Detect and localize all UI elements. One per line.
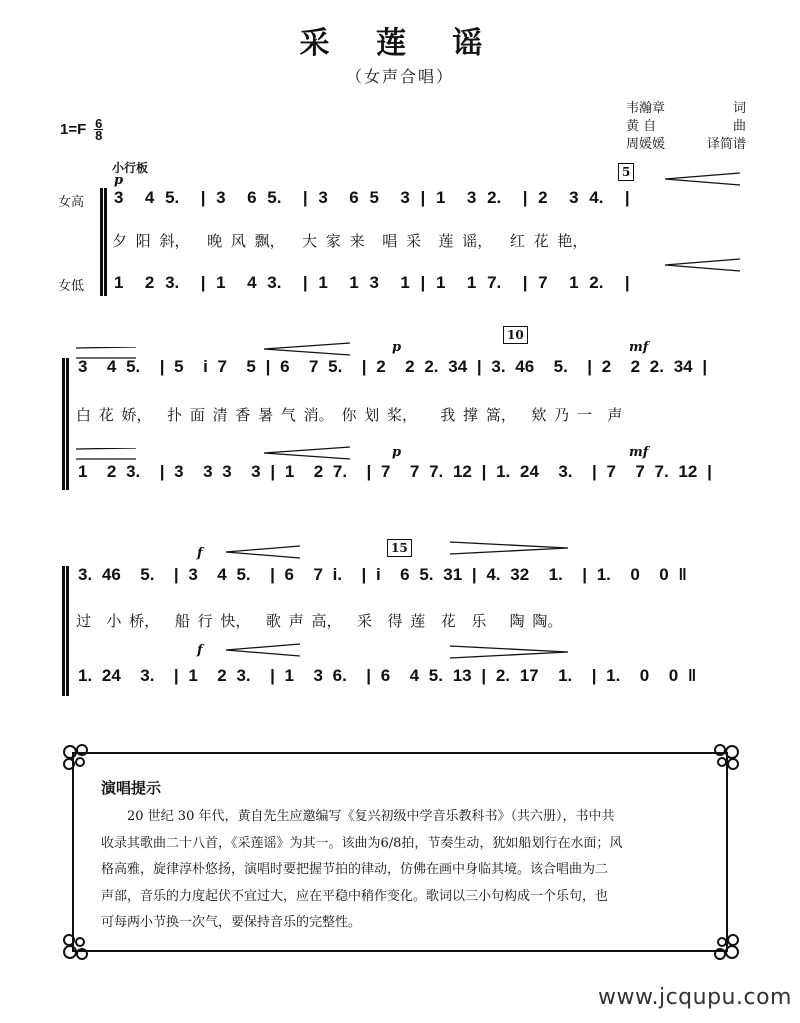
crescendo-hairpin-icon bbox=[665, 258, 741, 272]
dynamic-marking: f bbox=[197, 643, 203, 658]
credit-transcriber: 周媛媛 译简谱 bbox=[626, 137, 746, 152]
dynamic-marking: p bbox=[114, 173, 124, 188]
crescendo-hairpin-icon bbox=[226, 643, 302, 657]
system-bracket bbox=[100, 188, 104, 296]
system-bracket bbox=[62, 566, 66, 696]
crescendo-hairpin-icon bbox=[264, 446, 352, 460]
crescendo-hairpin-icon bbox=[665, 172, 741, 186]
corner-ornament-icon bbox=[706, 742, 742, 778]
corner-ornament-icon bbox=[60, 742, 96, 778]
rehearsal-mark: 10 bbox=[503, 326, 528, 344]
rehearsal-mark: 15 bbox=[387, 539, 412, 557]
dynamic-marking: mf bbox=[629, 340, 649, 355]
song-subtitle: （女声合唱） bbox=[345, 67, 454, 86]
song-title: 采 莲 谣 bbox=[299, 26, 501, 61]
lyrics-line: 过 小 桥， 船 行 快， 歌 声 高， 采 得 莲 花 乐 陶 陶。 bbox=[76, 612, 563, 630]
soprano-notes: 3 4 5. | 3 6 5. | 3 6 5 3 | 1 3 2. | 2 3 4. | bbox=[114, 188, 630, 207]
tempo-marking: 小行板 bbox=[112, 161, 149, 175]
watermark: www.jcqupu.com bbox=[598, 985, 792, 1010]
credit-composer: 黄 自 曲 bbox=[626, 119, 746, 134]
alto-notes: 1 2 3. | 1 4 3. | 1 1 3 1 | 1 1 7. | 7 1 2. | bbox=[114, 273, 630, 292]
soprano-notes: 3 4 5. | 5 i 7 5 | 6 7 5. | 2 2 2. 34 | 3. 46 5. | 2 2 2. 34 | bbox=[78, 357, 708, 376]
dynamic-marking: f bbox=[197, 546, 203, 561]
alto-notes: 1. 24 3. | 1 2 3. | 1 3 6. | 6 4 5. 13 | 2. 17 1. | 1. 0 0 ‖ bbox=[78, 666, 697, 685]
key-signature: 1=F $\frac{6}{8}$ bbox=[60, 116, 103, 143]
time-signature: $\frac{6}{8}$ bbox=[95, 116, 103, 143]
system-bracket bbox=[62, 358, 66, 490]
voice-label-soprano: 女高 bbox=[58, 195, 85, 210]
decrescendo-hairpin-icon bbox=[450, 541, 570, 555]
dynamic-marking: mf bbox=[629, 445, 649, 460]
credits bbox=[626, 100, 746, 154]
notes-paragraph: 20 世纪 30 年代，黄自先生应邀编写《复兴初级中学音乐教科书》（共六册），书中共 收录其歌曲二十八首，《采莲谣》为其一。该曲为6/8拍，节奏生动，犹如船划行在水面；风 格高雅，旋律淳朴悠扬，演唱时要把握节拍的律动，仿佛在画中身临其境。该合唱曲为二 声部，音乐的力度起伏不宜过大，应在平稳中稍作变化。歌词以三小句构成一个乐句，也 可每两小节换一次气，要保持音乐的完整性。 bbox=[101, 809, 623, 930]
corner-ornament-icon bbox=[60, 926, 96, 962]
lyrics-line: 夕 阳 斜， 晚 风 飘， 大 家 来 唱 采 莲 谣， 红 花 艳， bbox=[112, 232, 588, 250]
voice-label-alto: 女低 bbox=[58, 279, 85, 294]
rehearsal-mark: 5 bbox=[618, 163, 634, 181]
decrescendo-hairpin-icon bbox=[450, 645, 570, 659]
soprano-notes: 3. 46 5. | 3 4 5. | 6 7 i. | i 6 5. 31 | 4. 32 1. | 1. 0 0 ‖ bbox=[78, 565, 687, 584]
crescendo-hairpin-icon bbox=[76, 448, 138, 462]
dynamic-marking: p bbox=[392, 445, 402, 460]
notes-title: 演唱提示 bbox=[101, 779, 162, 797]
alto-notes: 1 2 3. | 3 3 3 3 | 1 2 7. | 7 7 7. 12 | 1. 24 3. | 7 7 7. 12 | bbox=[78, 462, 712, 481]
crescendo-hairpin-icon bbox=[226, 545, 302, 559]
crescendo-hairpin-icon bbox=[264, 342, 352, 356]
credit-lyricist: 韦瀚章 词 bbox=[626, 101, 746, 116]
lyrics-line: 白 花 娇， 扑 面 清 香 暑 气 消。 你 划 桨， 我 撑 篙， 欸 乃 一 声 bbox=[76, 406, 623, 424]
dynamic-marking: p bbox=[392, 340, 402, 355]
